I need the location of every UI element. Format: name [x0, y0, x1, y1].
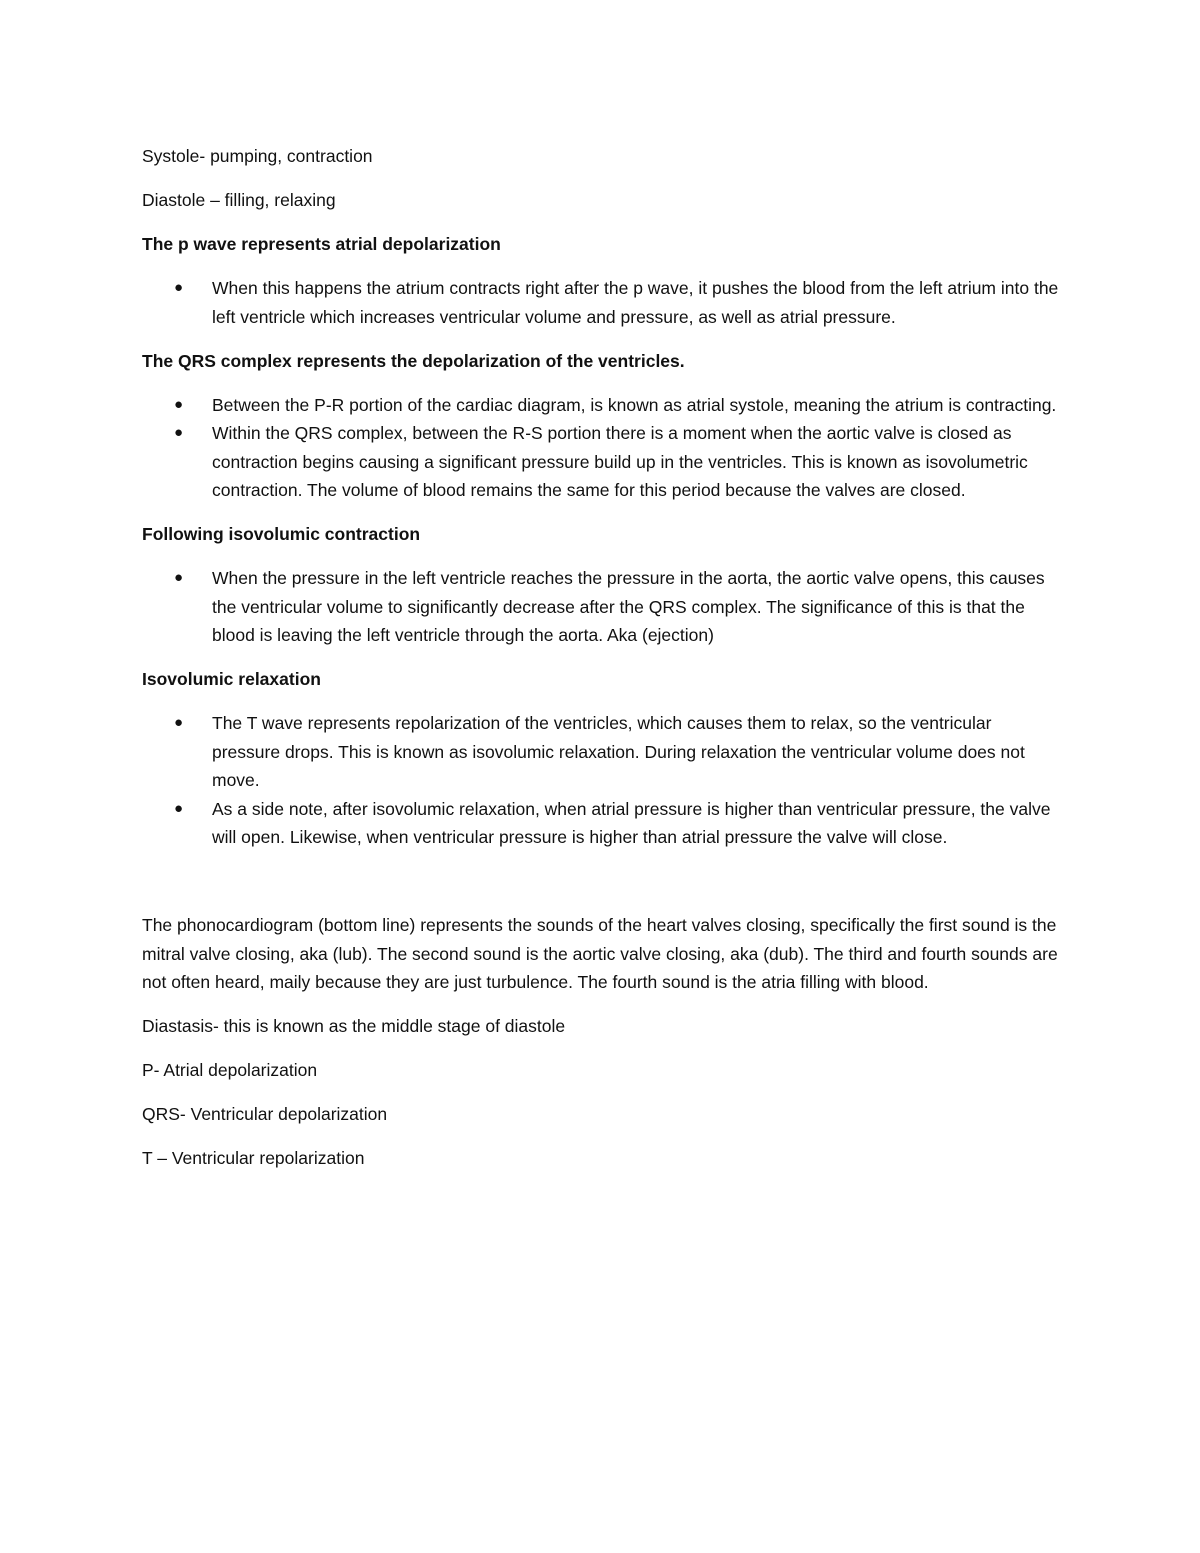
- document-page: [142, 142, 1062, 1188]
- section-heading-isovolumic-relaxation: Isovolumic relaxation: [142, 669, 321, 689]
- p-definition: P- Atrial depolarization: [142, 1060, 318, 1080]
- ejection-bullet-list: [142, 564, 1062, 650]
- section-heading-p-wave: The p wave represents atrial depolarization: [142, 234, 501, 254]
- list-item: [142, 564, 1062, 650]
- diastasis-definition: Diastasis- this is known as the middle stage of diastole: [142, 1016, 566, 1036]
- list-item-text: Within the QRS complex, between the R-S portion there is a moment when the aortic valve is closed as contraction begins causing a significant pressure build up in the ventricles. This is known as isovolumetric contraction. The volume of blood remains the same for this period because the valves are closed.: [212, 423, 1028, 500]
- list-item: [142, 709, 1062, 795]
- bullet-icon: ●: [174, 569, 184, 586]
- bullet-icon: ●: [174, 799, 184, 817]
- bullet-icon: ●: [174, 714, 184, 731]
- systole-definition: Systole- pumping, contraction: [142, 146, 373, 166]
- bullet-icon: ●: [174, 395, 184, 413]
- list-item: [142, 795, 1062, 852]
- t-definition: T – Ventricular repolarization: [142, 1148, 365, 1168]
- relaxation-bullet-list: [142, 709, 1062, 852]
- bullet-icon: ●: [174, 424, 184, 441]
- list-item: [142, 419, 1062, 505]
- list-item: [142, 391, 1062, 420]
- qrs-bullet-list: [142, 391, 1062, 505]
- diastole-definition: Diastole – filling, relaxing: [142, 190, 336, 210]
- list-item-text: When this happens the atrium contracts right after the p wave, it pushes the blood from the left atrium into the left ventricle which increases ventricular volume and pressure, as well as atrial pressure.: [212, 278, 1059, 327]
- section-heading-following-isovolumic-contraction: Following isovolumic contraction: [142, 524, 421, 544]
- phonocardiogram-paragraph: The phonocardiogram (bottom line) represents the sounds of the heart valves closing, specifically the first sound is the mitral valve closing, aka (lub). The second sound is the aortic valve closing, aka (dub). The third and fourth sounds are not often heard, maily because they are just turbulence. The fourth sound is the atria filling with blood.: [142, 915, 1058, 992]
- list-item: [142, 274, 1062, 331]
- p-wave-bullet-list: [142, 274, 1062, 331]
- list-item-text: Between the P-R portion of the cardiac diagram, is known as atrial systole, meaning the atrium is contracting.: [212, 394, 1057, 415]
- bullet-icon: ●: [174, 279, 184, 296]
- section-heading-qrs-complex: The QRS complex represents the depolarization of the ventricles.: [142, 350, 685, 371]
- list-item-text: As a side note, after isovolumic relaxation, when atrial pressure is higher than ventricular pressure, the valve will open. Likewise, when ventricular pressure is higher than atrial pressure the valve will close.: [212, 798, 1051, 847]
- blank-line: [142, 867, 1062, 911]
- qrs-definition: QRS- Ventricular depolarization: [142, 1104, 388, 1124]
- list-item-text: When the pressure in the left ventricle reaches the pressure in the aorta, the aortic valve opens, this causes the ventricular volume to significantly decrease after the QRS complex. The significance of this is that the blood is leaving the left ventricle through the aorta. Aka (ejection): [212, 568, 1045, 645]
- list-item-text: The T wave represents repolarization of the ventricles, which causes them to relax, so the ventricular pressure drops. This is known as isovolumic relaxation. During relaxation the ventricular volume does not move.: [212, 713, 1025, 790]
